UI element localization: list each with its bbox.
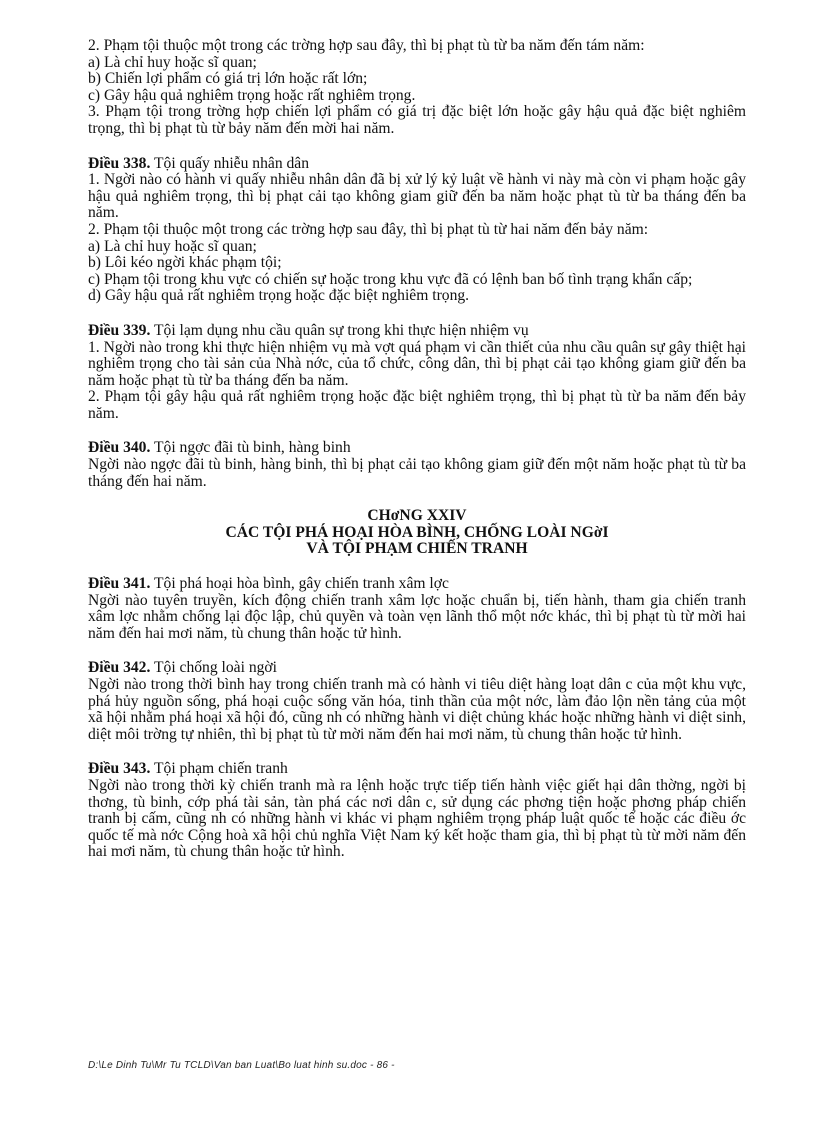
paragraph: 1. Ngời nào trong khi thực hiện nhiệm vụ mà vợt quá phạm vi cần thiết của nhu cầu quân sự gây thiệt hại nghiêm trọng cho tài sản của Nhà nớc, của tổ chức, công dân, thì bị phạt cải tạo không giam giữ đến ba năm hoặc phạt tù từ ba tháng đến ba năm. [88, 338, 746, 389]
page-footer: D:\Le Dinh Tu\Mr Tu TCLD\Van ban Luat\Bo luat hinh su.doc - 86 - [88, 1060, 395, 1071]
article-340-heading [88, 440, 746, 457]
document-page [88, 38, 746, 861]
paragraph: Ngời nào tuyên truyền, kích động chiến tranh xâm lợc hoặc chuẩn bị, tiến hành, tham gia chiến tranh xâm lợc nhằm chống lại độc lập, chủ quyền và toàn vẹn lãnh thổ một nớc khác, thì bị phạt tù từ mời hai năm đến hai mơi năm, tù chung thân hoặc tử hình. [88, 591, 746, 642]
article-number: Điều 340. [88, 439, 151, 457]
article-title: Tội phá hoại hòa bình, gây chiến tranh xâm lợc [150, 575, 449, 593]
paragraph: Ngời nào ngợc đãi tù binh, hàng binh, thì bị phạt cải tạo không giam giữ đến một năm hoặc phạt tù từ ba tháng đến hai năm. [88, 456, 746, 490]
paragraph: c) Gây hậu quả nghiêm trọng hoặc rất nghiêm trọng. [88, 86, 416, 104]
paragraph: a) Là chỉ huy hoặc sĩ quan; [88, 53, 257, 71]
article-title: Tội chống loài ngời [150, 659, 278, 677]
paragraph: b) Chiến lợi phẩm có giá trị lớn hoặc rất lớn; [88, 70, 368, 88]
article-number: Điều 339. [88, 321, 151, 339]
paragraph: Ngời nào trong thời bình hay trong chiến tranh mà có hành vi tiêu diệt hàng loạt dân c của một khu vực, phá hủy nguồn sống, phá hoại cuộc sống văn hóa, tinh thần của một nớc, làm đảo lộn nền tảng của một xã hội nhằm phá hoại xã hội đó, cũng nh có những hành vi diệt chủng khác hoặc những hành vi diệt sinh, diệt môi trờng tự nhiên, thì bị phạt tù từ mời năm đến hai mơi năm, tù chung thân hoặc tử hình. [88, 676, 746, 743]
paragraph: a) Là chỉ huy hoặc sĩ quan; [88, 237, 257, 255]
chapter-title: CÁC TỘI PHÁ HOẠI HÒA BÌNH, CHỐNG LOÀI NGờI [225, 523, 609, 541]
article-title: Tội phạm chiến tranh [150, 760, 288, 778]
chapter-title-cont: VÀ TỘI PHẠM CHIẾN TRANH [306, 540, 528, 558]
paragraph: 3. Phạm tội trong trờng hợp chiến lợi phẩm có giá trị đặc biệt lớn hoặc gây hậu quả đặc biệt nghiêm trọng, thì bị phạt tù từ bảy năm đến mời hai năm. [88, 103, 746, 137]
article-title: Tội quấy nhiễu nhân dân [150, 154, 310, 172]
paragraph: 2. Phạm tội thuộc một trong các trờng hợp sau đây, thì bị phạt tù từ ba năm đến tám năm: [88, 37, 645, 54]
article-342-heading [88, 660, 746, 677]
article-title: Tội ngợc đãi tù binh, hàng binh [150, 439, 351, 457]
paragraph: Ngời nào trong thời kỳ chiến tranh mà ra lệnh hoặc trực tiếp tiến hành việc giết hại dân thờng, ngời bị thơng, tù binh, cớp phá tài sản, tàn phá các nơi dân c, sử dụng các phơng tiện hoặc phơng pháp chiến tranh bị cấm, cũng nh có những hành vi khác vi phạm nghiêm trọng pháp luật quốc tế hoặc các điều ớc quốc tế mà nớc Cộng hoà xã hội chủ nghĩa Việt Nam ký kết hoặc tham gia, thì bị phạt tù từ mời năm đến hai mơi năm, tù chung thân hoặc tử hình. [88, 776, 746, 861]
chapter-number: CHơNG XXIV [367, 507, 467, 525]
article-number: Điều 342. [88, 659, 151, 677]
paragraph: c) Phạm tội trong khu vực có chiến sự hoặc trong khu vực đã có lệnh ban bố tình trạng khẩn cấp; [88, 270, 693, 288]
paragraph: 2. Phạm tội thuộc một trong các trờng hợp sau đây, thì bị phạt tù từ hai năm đến bảy năm: [88, 220, 649, 238]
paragraph: d) Gây hậu quả rất nghiêm trọng hoặc đặc biệt nghiêm trọng. [88, 287, 470, 305]
article-number: Điều 341. [88, 575, 151, 593]
article-number: Điều 338. [88, 154, 151, 172]
article-339-heading [88, 323, 746, 340]
article-number: Điều 343. [88, 760, 151, 778]
article-341-heading [88, 576, 746, 593]
paragraph: b) Lôi kéo ngời khác phạm tội; [88, 254, 282, 272]
paragraph: 1. Ngời nào có hành vi quấy nhiễu nhân dân đã bị xử lý kỷ luật về hành vi này mà còn vi phạm hoặc gây hậu quả nghiêm trọng, thì bị phạt cải tạo không giam giữ đến ba năm hoặc phạt tù từ ba tháng đến ba năm. [88, 171, 746, 222]
paragraph: 2. Phạm tội gây hậu quả rất nghiêm trọng hoặc đặc biệt nghiêm trọng, thì bị phạt tù từ ba năm đến bảy năm. [88, 388, 746, 422]
article-338-heading [88, 156, 746, 173]
article-343-heading [88, 761, 746, 778]
article-title: Tội lạm dụng nhu cầu quân sự trong khi thực hiện nhiệm vụ [150, 321, 529, 339]
